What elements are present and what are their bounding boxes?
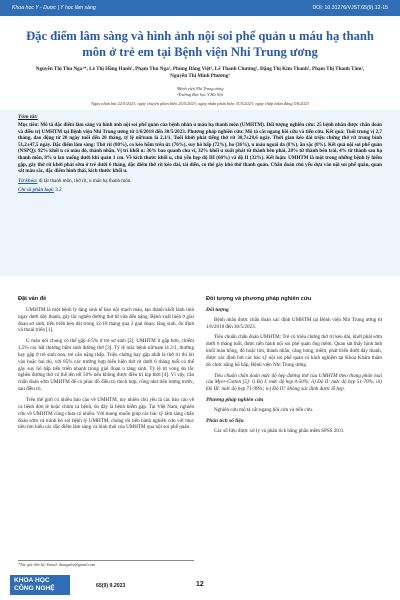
journal-header — [0, 0, 400, 16]
intro-paragraph-1: UMHTM là một bệnh lý tăng sinh tế bào nội mạch máu, tạo thành khối lành tính ngay dưới dây thanh, gây tắc nghẽn đường thở từ vừa đến nặng. Bệnh xuất hiện ở giai đoạn sơ sinh, tiến triển kéo dài trong 12-18 tháng qua 3 giai đoạn: tăng sinh, ổn định và thoái triển [1]. — [18, 306, 194, 334]
keywords-line — [18, 178, 382, 185]
header-section: Khoa học Y - Dược | Y học lâm sàng — [12, 5, 96, 11]
affiliation-2: ²Trường Đại học Y Hà Nội — [177, 91, 223, 97]
intro-heading: Đặt vấn đề — [18, 296, 47, 302]
logo-line-1: KHOA HỌC — [14, 577, 50, 584]
affiliation-1: ¹Bệnh viện Nhi Trung ương — [176, 86, 224, 91]
classification-label: Chỉ số phân loại: — [18, 187, 55, 194]
intro-paragraph-3: Trên thế giới có nhiều báo cáo về UMHTM, tuy nhiên chủ yếu là các báo cáo về ca bệnh đơn lẻ hoặc chùm ca bệnh, do đây là bệnh hiếm gặp. Tại Việt Nam, nghiên cứu về UMHTM cũng chưa có nhiều. Với mong muốn giúp các bác sỹ lâm sàng chẩn đoán sớm và tránh bỏ sót bệnh lý UMHTM, chúng tôi tiến hành nghiên cứu với mục tiêu tìm hiểu các đặc điểm lâm sàng và hình thái của UMHTM qua nội soi phế quản. — [18, 396, 194, 431]
issue-number: 65(9) 9.2023 — [96, 583, 126, 589]
affiliations — [30, 86, 370, 97]
method-subheading: Phương pháp nghiên cứu — [206, 397, 264, 404]
article-dates: Ngày nhận bài 22/5/2023; ngày chuyển phản biện 25/5/2023; ngày nhận phản biện 31/5/2023; ngày chấp nhận đăng 5/6/2023 — [91, 101, 309, 106]
left-column — [18, 296, 194, 435]
subject-paragraph: Bệnh nhân được chẩn đoán xác định UMHTM tại Bệnh viện Nhi Trung ương từ 1/6/2018 đến 30/5/2023. — [206, 316, 382, 330]
abstract-heading: Tóm tắt: — [18, 114, 38, 120]
keywords-value: dị tật thanh môn, thở rít, u máu hạ thanh môn. — [37, 177, 132, 184]
methods-heading: Đối tượng và phương pháp nghiên cứu — [206, 296, 312, 302]
article-title: Đặc điểm lâm sàng và hình ảnh nội soi phế quản u máu hạ thanh môn ở trẻ em tại Bệnh viện Nhi Trung ương — [26, 29, 374, 59]
intro-paragraph-2: U máu nói chung có thể gặp 4-5% ở trẻ sơ sinh [2]. UMHTM ít gặp hơn, chiếm 1,5% các bất thường bẩm sinh đường thở [3]. Tỷ lệ mắc bệnh nữ/nam là 2/1, thường hay gặp ở trẻ sinh non, trẻ cân nặng thấp. Triệu chứng hay gặp nhất là thở rít thì hít vào hoặc hai thì, với 85% các trường hợp biểu hiện thở rít dưới 6 tháng tuổi có thể gây suy hô hấp tiến triển nhanh trong giai đoạn u tăng sinh. Tỷ lệ tử vong do tắc nghẽn đường thở có thể lên tới 50% nếu không được điều trị kịp thời [4]. Vì vậy, cần chẩn đoán sớm UMHTM để có phác đồ điều trị thích hợp, cũng như tiên lượng trước, sau điều trị. — [18, 338, 194, 393]
right-column — [206, 296, 382, 439]
journal-logo — [10, 575, 70, 595]
method-paragraph: Nghiên cứu mô tả cắt ngang hồi cứu và tiến cứu. — [214, 406, 314, 413]
classification-value: 3.2 — [54, 187, 62, 194]
classification-line — [18, 187, 382, 194]
page-number: 12 — [196, 581, 204, 588]
abstract-box — [0, 110, 400, 276]
author-list: Nguyễn Thị Thu Nga¹*, Lê Thị Hồng Hanh¹, Phạm Thu Nga¹, Phùng Đăng Việt¹, Lê Thanh Chương¹, Đặng Thị Kim Thanh¹, Phạm Thị Thanh Tâm¹, Nguyễn Thị Minh Phương¹ — [35, 66, 365, 80]
keywords-label: Từ khóa: — [18, 177, 38, 184]
stenosis-criteria-paragraph: Tiêu chuẩn chẩn đoán mức độ hẹp đường thở của UMHTM theo thang phân loại của Myer-Cotton [5]: i) Độ I: mức độ hẹp 0-50%; ii) Độ II: mức độ hẹp 51-70%; iii) Độ III: mức độ hẹp 71-99%; iv) Độ IV: không xác định được lỗ hẹp. — [206, 372, 382, 393]
header-doi[interactable]: DOI: 10.31276/VJST.65(9).12-15 — [312, 5, 388, 11]
corresponding-author-footnote: *Tác giả liên hệ: Email: thungabv@gmail.com — [18, 560, 194, 567]
diagnosis-criteria-paragraph: Tiêu chuẩn chẩn đoán UMHTM: Trẻ có triệu chứng thở rít kéo dài, khởi phát sớm dưới 6 tháng tuổi, được tiến hành nội soi phế quản ống mềm. Quan sát thấy hình ảnh khối màu hồng, đỏ hoặc tím, thành nhẵn, căng bóng, mềm, phát triển dưới dây thanh, được xác định bởi các bác sỹ nội soi phế quản có kinh nghiệm tại Khoa Khám thăm dò chức năng hô hấp, Bệnh viện Nhi Trung ương. — [206, 334, 382, 368]
abstract-text: Mục tiêu: Mô tả đặc điểm lâm sàng và hình ảnh nội soi phế quản của bệnh nhân u máu hạ thanh môn (UMHTM). Đối tượng nghiên cứu: 25 bệnh nhân được chẩn đoán và điều trị UMHTM tại Bệnh viện Nhi Trung ương từ 1/6/2018 đến 30/5/2023. Phương pháp nghiên cứu: Mô tả cắt ngang hồi cứu và tiến cứu. Kết quả: Tuổi trung vị 2,7 tháng, dao động từ 20 ngày tuổi đến 20 tháng, tỷ lệ nữ/nam là 2,1/1. Tuổi khởi phát tiếng thở rít 30,7±28,6 ngày. Thời gian kéo dài triệu chứng thở rít trung bình 51,2±47,5 ngày. Đặc điểm lâm sàng: Thở rít (80%), co kéo hõm trên ức (76%), suy hô hấp (72%), ho (36%), u máu ngoài da (8%), ăn sặc (8%). Kết quả nội soi phế quản (NSPQ): 92% khối u có màu đỏ, thành nhẵn. Vị trí khối u: 36% bao quanh chu vi, 32% khối u xuất phát từ thành bên phải, 28% từ thành bên trái, 4% từ thành sau hạ thanh môn, 8% u lan xuống dưới khí quản 1 cm. Về kích thước khối u, chủ yếu hẹp độ III (60%) và độ II (32%). Kết luận: UMHTM là một trong những bệnh lý hiếm gặp, gây thở rít khởi phát sớm ở trẻ dưới 6 tháng, đặc điểm thở rít kéo dài, tái diễn, có thể gây khó thở thanh quản. Chẩn đoán chủ yếu dựa vào nội soi phế quản, quan sát màu sắc, đặc điểm hình thái, kích thước khối u. — [18, 122, 382, 175]
subject-subheading: Đối tượng — [206, 306, 229, 313]
analysis-paragraph: Các số liệu được xử lý và phân tích bằng phần mềm SPSS 20.0. — [214, 427, 345, 434]
logo-line-2: CÔNG NGHỆ — [14, 584, 55, 592]
analysis-subheading: Phân tích số liệu — [206, 417, 244, 424]
